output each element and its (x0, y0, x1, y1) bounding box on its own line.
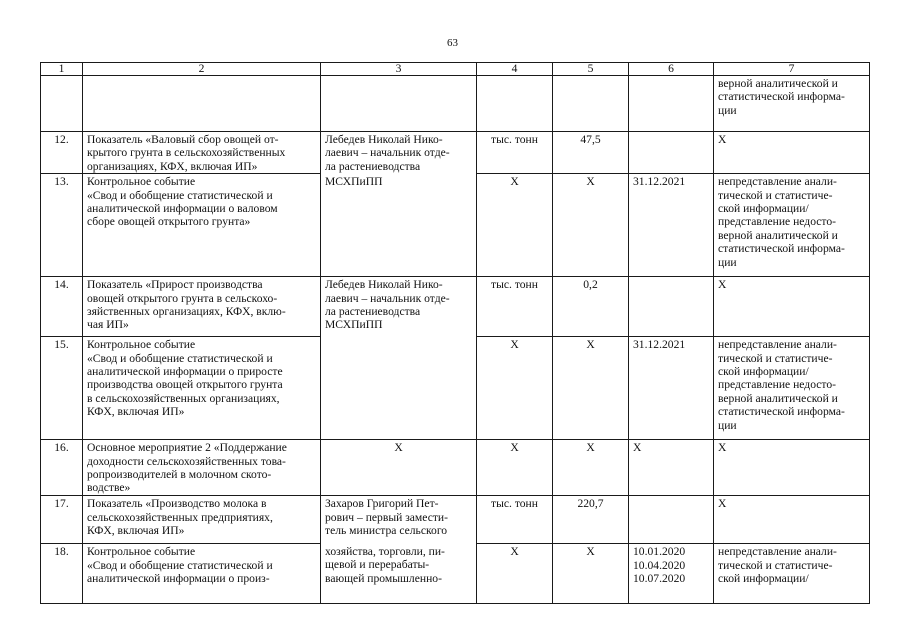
responsible-person (321, 440, 477, 496)
column-number: 2 (83, 63, 321, 76)
risk-description-line: верной аналитической и (718, 228, 838, 242)
risk-description-line: тической и статистиче- (718, 558, 833, 572)
risk-description-line: ской информации/ (718, 572, 809, 586)
deadline-date (629, 337, 714, 440)
responsible-person-line: ла растениеводства (325, 305, 421, 319)
item-description (83, 337, 321, 440)
item-description-line: доходности сельскохозяйственных това- (87, 454, 286, 468)
responsible-person-line: Лебедев Николай Нико- (325, 278, 443, 292)
table-row (41, 496, 870, 544)
item-description-line: крытого грунта в сельскохозяйственных (87, 146, 286, 160)
item-description (83, 440, 321, 496)
row-number: 16. (41, 440, 83, 496)
item-description (83, 76, 321, 132)
column-number: 1 (41, 63, 83, 76)
responsible-person (321, 337, 477, 440)
responsible-person-line: хозяйства, торговли, пи- (325, 544, 445, 558)
program-table (40, 62, 870, 604)
responsible-person-line: Захаров Григорий Пет- (325, 497, 439, 511)
responsible-person (321, 174, 477, 277)
risk-description (714, 544, 870, 604)
table-row (41, 337, 870, 440)
row-number (41, 76, 83, 132)
risk-description (714, 76, 870, 132)
item-description (83, 174, 321, 277)
item-description-line: Контрольное событие (87, 545, 196, 559)
item-description-line: «Свод и обобщение статистической и (87, 351, 273, 365)
unit-of-measure: тыс. тонн (477, 496, 553, 544)
risk-description-line: ции (718, 255, 737, 269)
responsible-person-line: рович – первый замести- (325, 510, 448, 524)
item-description-line: Показатель «Валовый сбор овощей от- (87, 133, 279, 146)
item-description (83, 277, 321, 337)
risk-description (714, 132, 870, 174)
item-description-line: Показатель «Производство молока в (87, 497, 267, 511)
responsible-person (321, 76, 477, 132)
item-description-line: КФХ, включая ИП» (87, 405, 185, 419)
risk-description-line: X (718, 497, 727, 511)
risk-description-line: ции (718, 103, 737, 117)
item-description-line: чая ИП» (87, 318, 129, 332)
responsible-person-line: лаевич – начальник отде- (325, 291, 450, 305)
unit-of-measure: тыс. тонн (477, 132, 553, 174)
responsible-person-line: МСХПиПП (325, 174, 383, 188)
responsible-person-line: вающей промышленно- (325, 571, 442, 585)
indicator-value: X (553, 174, 629, 277)
deadline-date (629, 76, 714, 132)
deadline-date-line: 10.01.2020 (633, 545, 686, 559)
page-number: 63 (447, 37, 458, 49)
risk-description-line: верной аналитической и (718, 391, 838, 405)
table-row (41, 277, 870, 337)
risk-description (714, 440, 870, 496)
risk-description (714, 337, 870, 440)
deadline-date-line: 10.07.2020 (633, 572, 686, 586)
responsible-person (321, 544, 477, 604)
item-description-line: сельскохозяйственных предприятиях, (87, 510, 273, 524)
row-number: 12. (41, 132, 83, 174)
risk-description-line: верной аналитической и (718, 77, 838, 90)
item-description (83, 544, 321, 604)
indicator-value: 220,7 (553, 496, 629, 544)
column-number: 5 (553, 63, 629, 76)
item-description-line: аналитической информации о произ- (87, 572, 270, 586)
column-number: 6 (629, 63, 714, 76)
responsible-person-line: ла растениеводства (325, 159, 421, 173)
deadline-date (629, 440, 714, 496)
deadline-date (629, 132, 714, 174)
item-description-line: зяйственных организациях, КФХ, вклю- (87, 305, 286, 319)
risk-description (714, 174, 870, 277)
column-number: 4 (477, 63, 553, 76)
indicator-value: 47,5 (553, 132, 629, 174)
deadline-date (629, 496, 714, 544)
table-row (41, 440, 870, 496)
risk-description-line: тической и статистиче- (718, 188, 833, 202)
risk-description-line: статистической информа- (718, 242, 845, 256)
indicator-value (553, 76, 629, 132)
row-number: 14. (41, 277, 83, 337)
column-number: 3 (321, 63, 477, 76)
responsible-person-line: МСХПиПП (325, 318, 383, 332)
unit-of-measure: X (477, 440, 553, 496)
unit-of-measure (477, 76, 553, 132)
risk-description-line: статистической информа- (718, 90, 845, 104)
deadline-date-line: 10.04.2020 (633, 558, 686, 572)
row-number: 15. (41, 337, 83, 440)
responsible-person (321, 496, 477, 544)
table-row (41, 544, 870, 604)
item-description-line: «Свод и обобщение статистической и (87, 558, 273, 572)
item-description-line: Контрольное событие (87, 338, 196, 352)
deadline-date-line: 31.12.2021 (633, 338, 686, 352)
item-description-line: организациях, КФХ, включая ИП» (87, 159, 258, 173)
column-number-row (41, 63, 870, 76)
table-row (41, 76, 870, 132)
indicator-value: X (553, 544, 629, 604)
unit-of-measure: X (477, 337, 553, 440)
item-description (83, 132, 321, 174)
risk-description-line: представление недосто- (718, 378, 836, 392)
risk-description-line: ции (718, 418, 737, 432)
responsible-person-line: Лебедев Николай Нико- (325, 133, 443, 146)
item-description-line: «Свод и обобщение статистической и (87, 188, 273, 202)
table-row (41, 132, 870, 174)
item-description-line: Контрольное событие (87, 175, 196, 189)
risk-description-line: X (718, 133, 727, 146)
risk-description-line: представление недосто- (718, 215, 836, 229)
row-number: 18. (41, 544, 83, 604)
column-number: 7 (714, 63, 870, 76)
risk-description-line: статистической информа- (718, 405, 845, 419)
risk-description (714, 496, 870, 544)
row-number: 17. (41, 496, 83, 544)
item-description-line: производства овощей открытого грунта (87, 378, 283, 392)
responsible-person-line: тель министра сельского (325, 524, 448, 538)
risk-description-line: X (718, 278, 727, 292)
unit-of-measure: X (477, 174, 553, 277)
item-description-line: ропроизводителей в молочном ското- (87, 468, 272, 482)
item-description-line: Основное мероприятие 2 «Поддержание (87, 441, 287, 455)
item-description (83, 496, 321, 544)
unit-of-measure: тыс. тонн (477, 277, 553, 337)
risk-description (714, 277, 870, 337)
deadline-date (629, 174, 714, 277)
item-description-line: водстве» (87, 481, 131, 495)
item-description-line: сборе овощей открытого грунта» (87, 215, 251, 229)
risk-description-line: X (718, 441, 727, 455)
risk-description-line: ской информации/ (718, 365, 809, 379)
responsible-person-line: лаевич – начальник отде- (325, 146, 450, 160)
item-description-line: овощей открытого грунта в сельскохо- (87, 291, 278, 305)
responsible-person (321, 132, 477, 174)
deadline-date-line: X (633, 441, 642, 455)
risk-description-line: непредставление анали- (718, 545, 837, 559)
risk-description-line: ской информации/ (718, 202, 809, 216)
responsible-person (321, 277, 477, 337)
item-description-line: в сельскохозяйственных организациях, (87, 391, 280, 405)
indicator-value: X (553, 337, 629, 440)
deadline-date-line: 31.12.2021 (633, 175, 686, 189)
deadline-date (629, 277, 714, 337)
risk-description-line: непредставление анали- (718, 338, 837, 352)
indicator-value: 0,2 (553, 277, 629, 337)
unit-of-measure: X (477, 544, 553, 604)
risk-description-line: тической и статистиче- (718, 351, 833, 365)
responsible-person-line: щевой и перерабаты- (325, 558, 430, 572)
item-description-line: аналитической информации о приросте (87, 365, 283, 379)
item-description-line: КФХ, включая ИП» (87, 524, 185, 538)
item-description-line: аналитической информации о валовом (87, 202, 278, 216)
indicator-value: X (553, 440, 629, 496)
item-description-line: Показатель «Прирост производства (87, 278, 263, 292)
deadline-date (629, 544, 714, 604)
risk-description-line: непредставление анали- (718, 175, 837, 189)
table-row (41, 174, 870, 277)
row-number: 13. (41, 174, 83, 277)
responsible-person-line: X (394, 441, 403, 455)
